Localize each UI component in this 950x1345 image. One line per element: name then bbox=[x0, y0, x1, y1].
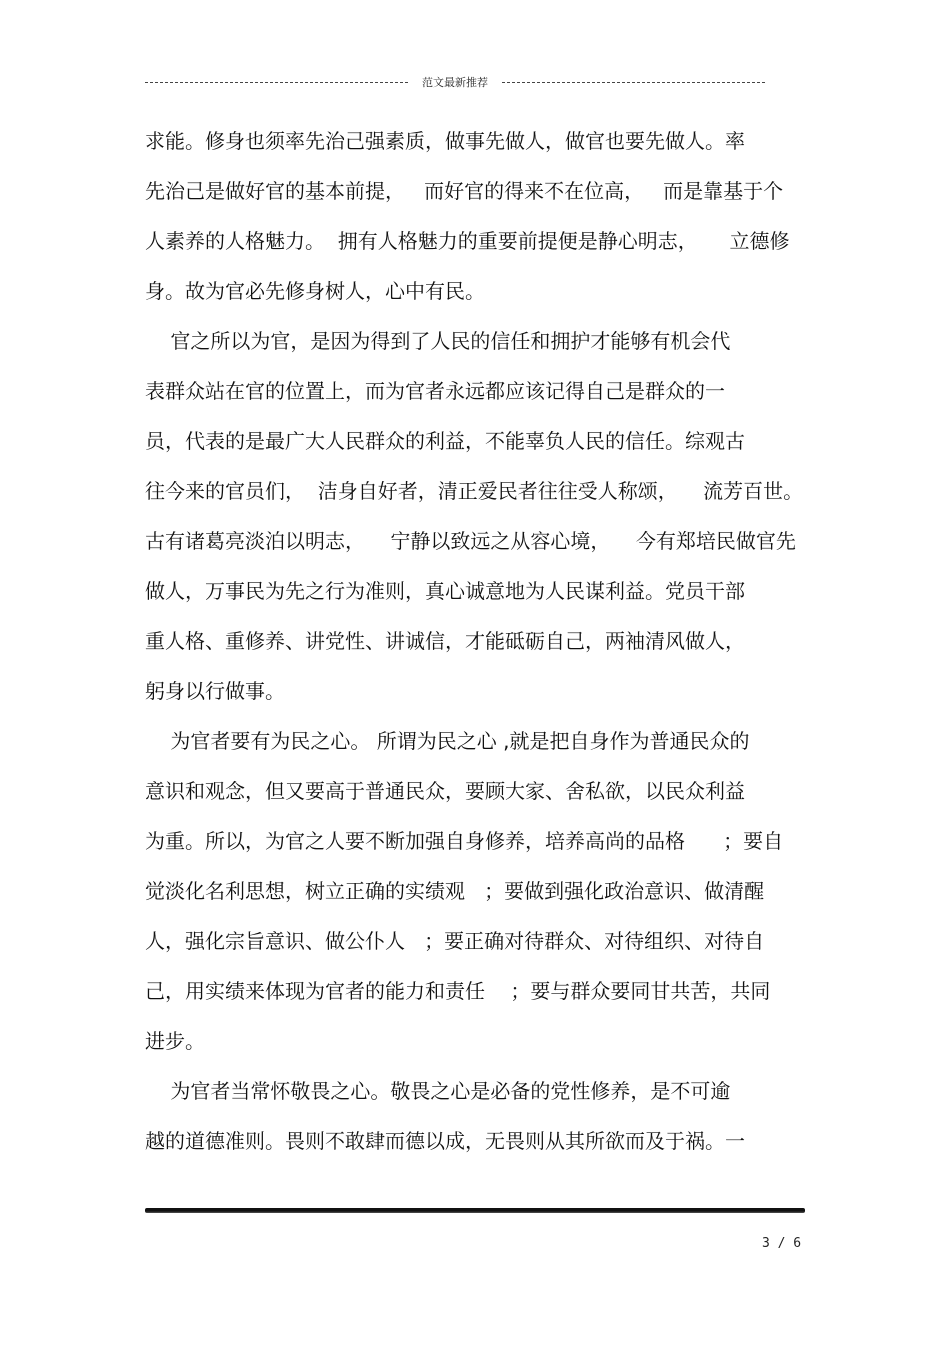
text-line: 员，代表的是最广大人民群众的利益，不能辜负人民的信任。综观古 bbox=[145, 429, 745, 453]
text-line: 先治己是做好官的基本前提， 而好官的得来不在位高， 而是靠基于个 bbox=[145, 179, 784, 203]
text-line: 意识和观念，但又要高于普通民众，要顾大家、舍私欲，以民众利益 bbox=[145, 779, 745, 803]
text-line: 进步。 bbox=[145, 1029, 205, 1053]
text-line: 为重。所以，为官之人要不断加强自身修养，培养高尚的品格 ；要自 bbox=[145, 829, 784, 853]
footer-divider bbox=[145, 1208, 805, 1213]
header-dash-left bbox=[145, 82, 408, 83]
document-body bbox=[145, 116, 810, 1166]
text-line: 人，强化宗旨意识、做公仆人 ；要正确对待群众、对待组织、对待自 bbox=[145, 929, 765, 953]
text-line: 重人格、重修养、讲党性、讲诚信，才能砥砺自己，两袖清风做人， bbox=[145, 629, 745, 653]
text-line: 官之所以为官，是因为得到了人民的信任和拥护才能够有机会代 bbox=[145, 329, 731, 353]
page-number: 3 / 6 bbox=[762, 1236, 802, 1251]
text-line: 身。故为官必先修身树人，心中有民。 bbox=[145, 279, 485, 303]
text-line: 越的道德准则。畏则不敢肆而德以成，无畏则从其所欲而及于祸。一 bbox=[145, 1129, 745, 1153]
header-title: 范文最新推荐 bbox=[422, 76, 488, 89]
text-line: 人素养的人格魅力。 拥有人格魅力的重要前提便是静心明志， 立德修 bbox=[145, 229, 790, 253]
header-dash-right bbox=[502, 82, 765, 83]
text-line: 做人，万事民为先之行为准则，真心诚意地为人民谋利益。党员干部 bbox=[145, 579, 745, 603]
text-line: 己，用实绩来体现为官者的能力和责任 ；要与群众要同甘共苦，共同 bbox=[145, 979, 771, 1003]
text-line: 为官者要有为民之心。 所谓为民之心 ,就是把自身作为普通民众的 bbox=[145, 729, 750, 753]
text-line: 往今来的官员们， 洁身自好者，清正爱民者往往受人称颂， 流芳百世。 bbox=[145, 479, 804, 503]
text-line: 表群众站在官的位置上，而为官者永远都应该记得自己是群众的一 bbox=[145, 379, 725, 403]
page-header bbox=[145, 72, 765, 92]
text-line: 为官者当常怀敬畏之心。敬畏之心是必备的党性修养，是不可逾 bbox=[145, 1079, 731, 1103]
text-line: 觉淡化名利思想，树立正确的实绩观 ；要做到强化政治意识、做清醒 bbox=[145, 879, 765, 903]
text-line: 古有诸葛亮淡泊以明志， 宁静以致远之从容心境， 今有郑培民做官先 bbox=[145, 529, 796, 553]
text-line: 求能。修身也须率先治己强素质，做事先做人，做官也要先做人。率 bbox=[145, 129, 745, 153]
text-line: 躬身以行做事。 bbox=[145, 679, 285, 703]
